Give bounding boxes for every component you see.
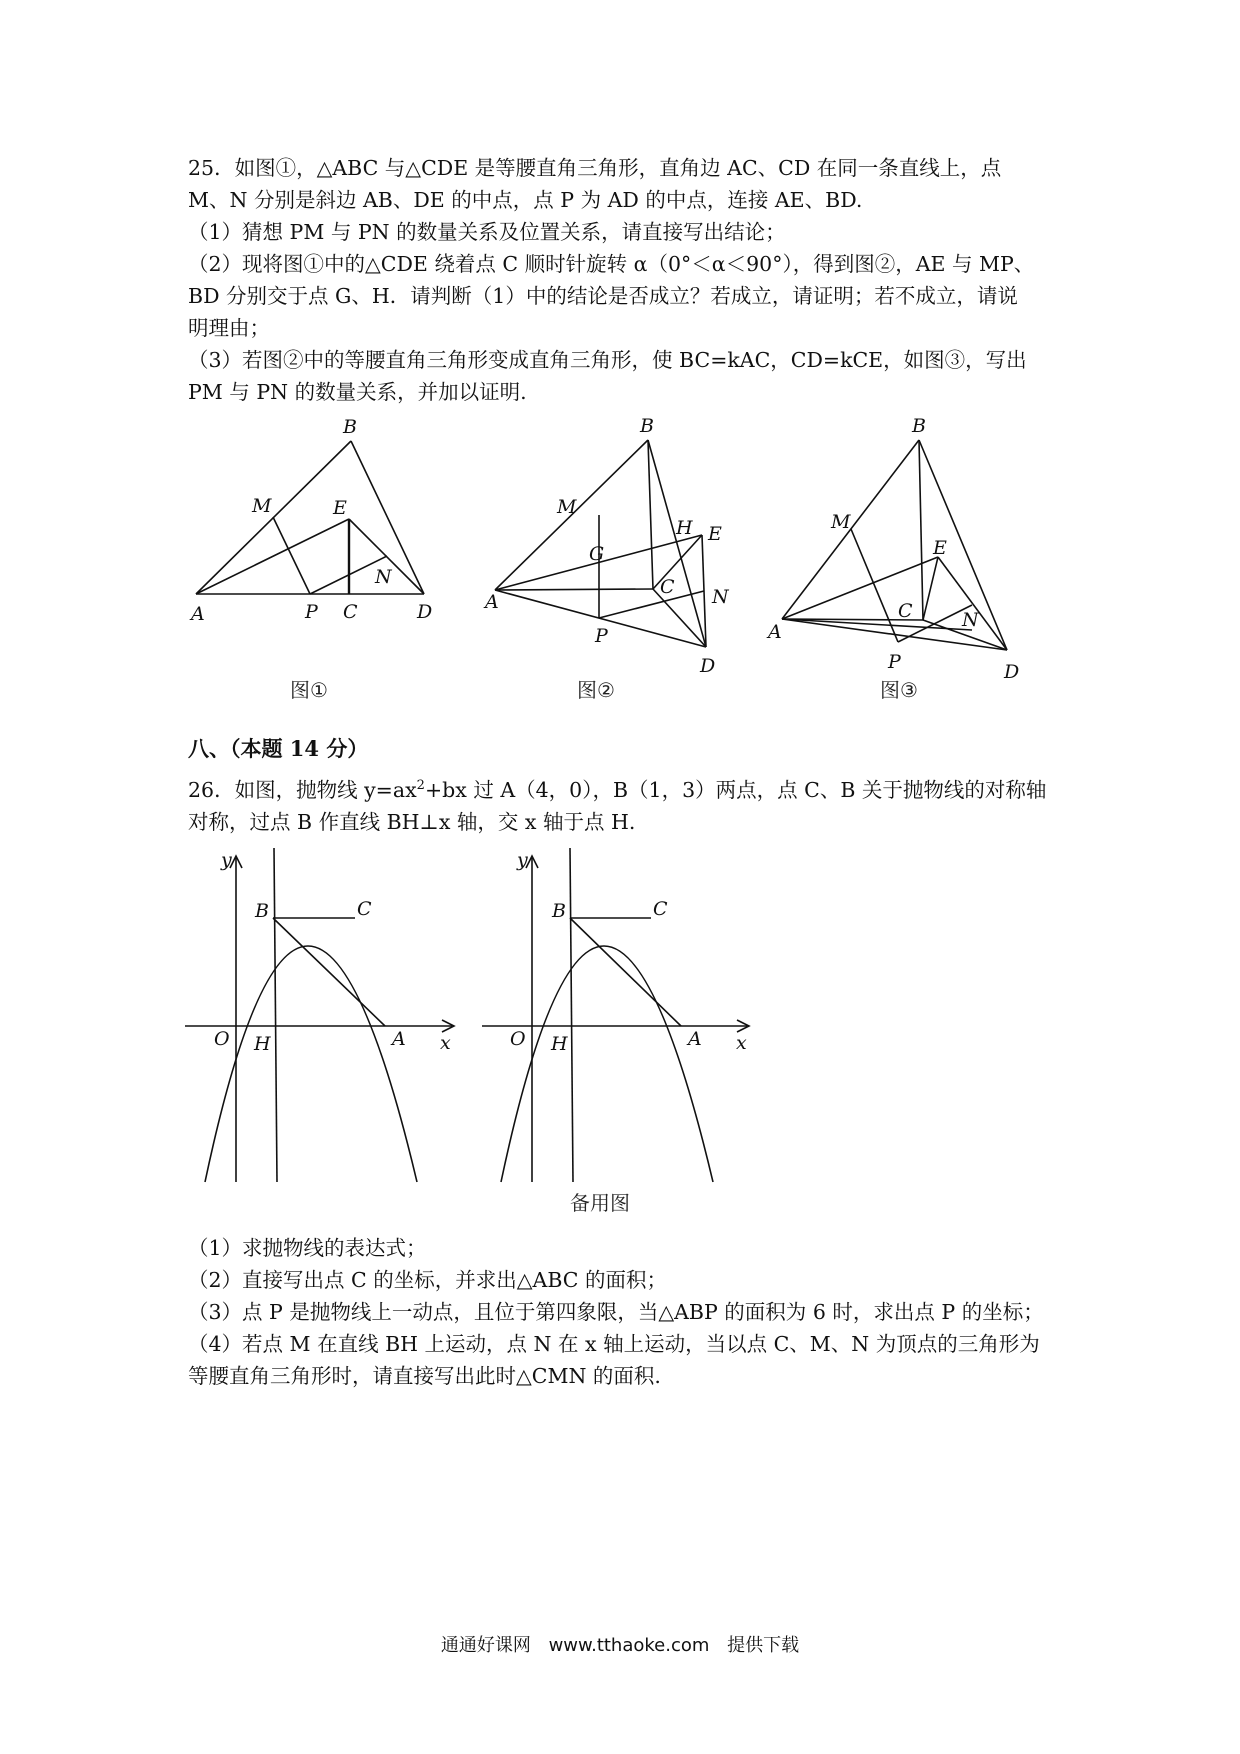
figure-1 <box>180 408 450 708</box>
label-d: D <box>1004 661 1020 683</box>
label-b: B <box>255 900 269 922</box>
label-m: M <box>557 496 577 518</box>
q26-part: （2）直接写出点 C 的坐标，并求出△ABC 的面积； <box>188 1268 667 1292</box>
label-m: M <box>252 495 272 517</box>
q25-line: （3）若图②中的等腰直角三角形变成直角三角形，使 BC=kAC，CD=kCE，如图③，写出 <box>188 348 1027 372</box>
label-o: O <box>510 1028 526 1050</box>
q26-stem-line-1 <box>188 770 1058 806</box>
question-26-stem <box>188 770 1058 838</box>
label-n: N <box>712 586 729 608</box>
q26-stem-line-2: 对称，过点 B 作直线 BH⊥x 轴，交 x 轴于点 H. <box>188 809 636 834</box>
label-b: B <box>640 415 654 437</box>
q25-line: 25．如图①，△ABC 与△CDE 是等腰直角三角形，直角边 AC、CD 在同一条直线上，点 <box>188 156 1002 180</box>
label-b: B <box>912 415 926 437</box>
label-h: H <box>551 1033 568 1055</box>
figure-2 <box>475 408 740 708</box>
page-footer <box>0 1631 1240 1657</box>
label-y: y <box>517 849 528 871</box>
label-h: H <box>676 517 693 539</box>
label-c: C <box>898 600 913 622</box>
label-x: x <box>736 1032 747 1054</box>
q25-line: BD 分别交于点 G、H．请判断（1）中的结论是否成立？若成立，请证明；若不成立，请说 <box>188 284 1018 308</box>
label-n: N <box>375 566 392 588</box>
label-c: C <box>357 898 372 920</box>
label-e: E <box>933 537 947 559</box>
label-b: B <box>552 900 566 922</box>
parabola-graph-2 <box>475 840 765 1220</box>
label-d: D <box>417 601 433 623</box>
q25-line: （1）猜想 PM 与 PN 的数量关系及位置关系，请直接写出结论； <box>188 220 786 244</box>
q25-line: PM 与 PN 的数量关系，并加以证明. <box>188 380 527 404</box>
footer-url: www.tthaoke.com <box>548 1635 710 1656</box>
label-m: M <box>831 511 851 533</box>
label-p: P <box>305 601 318 623</box>
label-b: B <box>343 416 357 438</box>
label-e: E <box>708 523 722 545</box>
question-25-text <box>188 152 1058 408</box>
figure-2-caption: 图② <box>577 678 615 702</box>
footer-suffix: 提供下载 <box>727 1635 800 1656</box>
figure-3-caption: 图③ <box>880 678 918 702</box>
label-a: A <box>688 1028 702 1050</box>
q26-part: 等腰直角三角形时，请直接写出此时△CMN 的面积. <box>188 1364 661 1388</box>
q25-line: M、N 分别是斜边 AB、DE 的中点，点 P 为 AD 的中点，连接 AE、BD. <box>188 188 863 212</box>
parabola-graph-1 <box>180 840 470 1200</box>
q26-part: （1）求抛物线的表达式； <box>188 1236 427 1260</box>
spare-graph-caption: 备用图 <box>570 1191 630 1215</box>
label-o: O <box>214 1028 230 1050</box>
q26-part: （3）点 P 是抛物线上一动点，且位于第四象限，当△ABP 的面积为 6 时，求出点 P 的坐标； <box>188 1300 1044 1324</box>
figure-1-caption: 图① <box>290 678 328 702</box>
q26-stem-post: +bx 过 A（4，0），B（1，3）两点，点 C、B 关于抛物线的对称轴 <box>424 777 1047 802</box>
label-d: D <box>700 655 716 677</box>
footer-site-name: 通通好课网 <box>440 1635 531 1656</box>
q26-stem-exponent: 2 <box>416 778 425 793</box>
label-p: P <box>888 651 901 673</box>
q25-line: 明理由； <box>188 316 270 340</box>
label-c: C <box>653 898 668 920</box>
section-heading: 八、（本题 14 分） <box>188 736 369 761</box>
label-h: H <box>254 1033 271 1055</box>
label-x: x <box>440 1032 451 1054</box>
label-c: C <box>343 601 358 623</box>
figure-3 <box>760 408 1030 708</box>
label-n: N <box>962 609 979 631</box>
q25-line: （2）现将图①中的△CDE 绕着点 C 顺时针旋转 α（0°＜α＜90°），得到图②，AE 与 MP、 <box>188 252 1035 276</box>
label-y: y <box>221 849 232 871</box>
label-a: A <box>392 1028 406 1050</box>
label-c: C <box>660 576 675 598</box>
label-e: E <box>333 497 347 519</box>
label-a: A <box>768 621 782 643</box>
label-p: P <box>595 625 608 647</box>
label-g: G <box>589 543 605 565</box>
label-a: A <box>191 603 205 625</box>
q26-part: （4）若点 M 在直线 BH 上运动，点 N 在 x 轴上运动，当以点 C、M、N 为顶点的三角形为 <box>188 1332 1040 1356</box>
q26-stem-pre: 26．如图，抛物线 y=ax <box>188 777 417 802</box>
question-26-parts <box>188 1232 1058 1392</box>
label-a: A <box>485 591 499 613</box>
